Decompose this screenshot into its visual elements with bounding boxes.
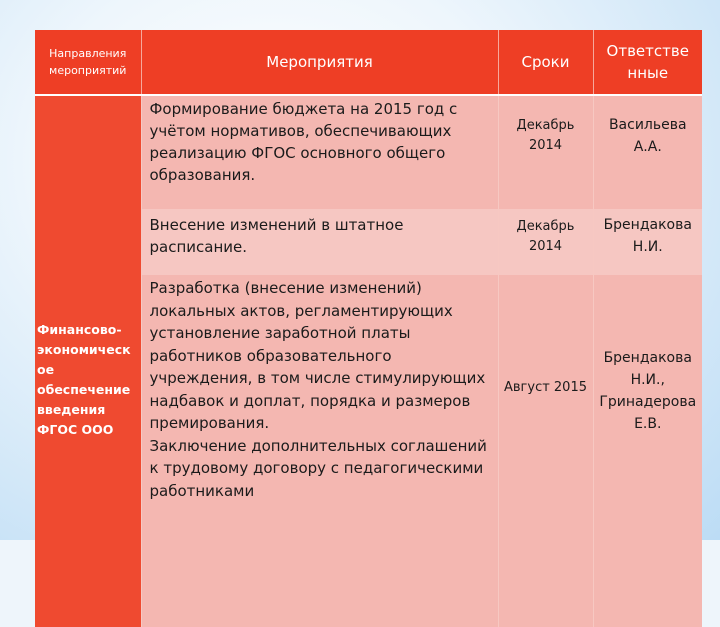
table-row — [35, 95, 702, 209]
deadline-cell: Декабрь 2014 — [498, 209, 593, 275]
plan-table — [35, 30, 702, 627]
plan-table-container — [35, 30, 702, 500]
header-deadlines: Сроки — [498, 30, 593, 95]
responsible-cell: Васильева А.А. — [593, 95, 702, 209]
category-cell — [35, 95, 141, 627]
responsible-cell: Брендакова Н.И., Гринадерова Е.В. — [593, 275, 702, 627]
header-directions: Направления мероприятий — [35, 30, 141, 95]
responsible-cell: Брендакова Н.И. — [593, 209, 702, 275]
table-header-row — [35, 30, 702, 95]
category-label: Финансово- экономическ ое обеспечение введения ФГОС ООО — [37, 321, 131, 437]
header-responsible: Ответстве нные — [593, 30, 702, 95]
activity-cell: Внесение изменений в штатное расписание. — [141, 209, 498, 275]
activity-cell: Формирование бюджета на 2015 год с учётом нормативов, обеспечивающих реализацию ФГОС основного общего образования. — [141, 95, 498, 209]
deadline-cell: Декабрь 2014 — [498, 95, 593, 209]
header-activities: Мероприятия — [141, 30, 498, 95]
deadline-cell: Август 2015 — [498, 275, 593, 627]
activity-cell: Разработка (внесение изменений) локальных актов, регламентирующих установление заработной платы работников образовательного учреждения, в том числе стимулирующих надбавок и доплат, порядка и размеров премирования. Заключение дополнительных соглашений к трудовому договору с педагогическими работниками — [141, 275, 498, 627]
